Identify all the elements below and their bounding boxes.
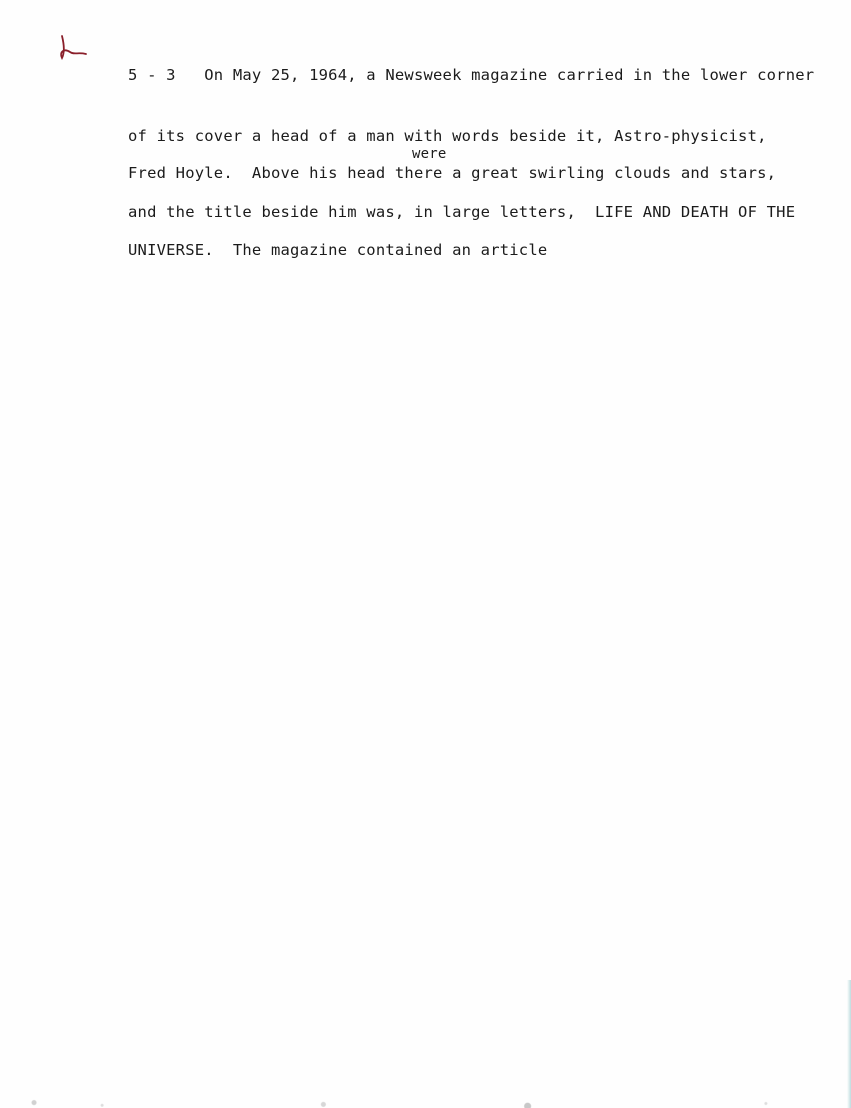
interlinear-insertion: were bbox=[412, 146, 447, 162]
handwritten-mark-icon bbox=[56, 28, 96, 68]
scan-noise-bottom bbox=[0, 1090, 851, 1108]
text-line-1: 5 - 3 On May 25, 1964, a Newsweek magazine carried in the lower corner bbox=[128, 66, 815, 84]
text-line-5: UNIVERSE. The magazine contained an article bbox=[128, 241, 548, 259]
text-line-3: Fred Hoyle. Above his head there a great swirling clouds and stars, bbox=[128, 164, 777, 182]
scan-edge-right bbox=[847, 980, 851, 1108]
text-line-4: and the title beside him was, in large letters, LIFE AND DEATH OF THE bbox=[128, 203, 796, 221]
text-line-2: of its cover a head of a man with words beside it, Astro-physicist, bbox=[128, 127, 767, 145]
